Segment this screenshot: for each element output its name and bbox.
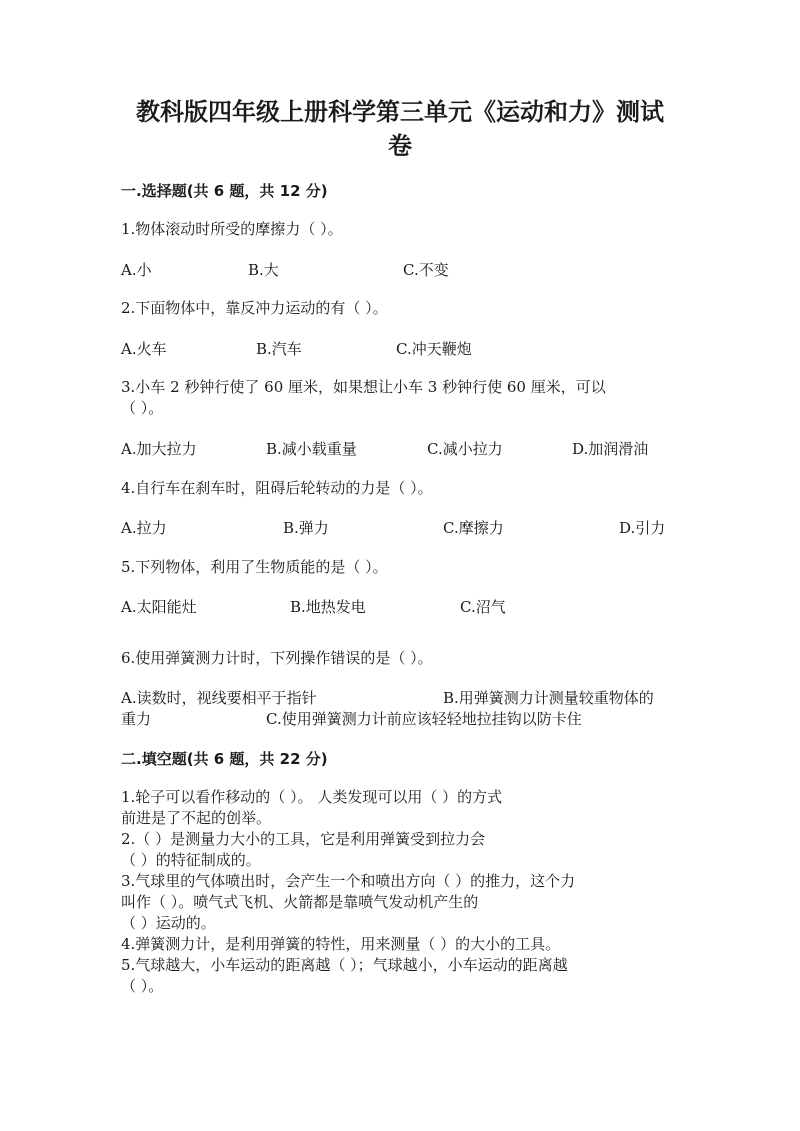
- fill-line: （ ）运动的。: [121, 914, 216, 932]
- document-title-line1: 教科版四年级上册科学第三单元《运动和力》测试: [136, 98, 664, 126]
- fill-line: （ ）的特征制成的。: [121, 851, 261, 869]
- q6-option-b-continued: 重力: [121, 710, 152, 728]
- q2-option-c: C.冲天鞭炮: [396, 340, 472, 358]
- fill-line: （ ）。: [121, 977, 164, 995]
- fill-line: 叫作（ ）。喷气式飞机、火箭都是靠喷气发动机产生的: [121, 893, 479, 911]
- fill-line: 3.气球里的气体喷出时，会产生一个和喷出方向（ ）的推力，这个力: [121, 872, 576, 890]
- q4-option-c: C.摩擦力: [443, 519, 504, 537]
- question-3-line1: 3.小车 2 秒钟行使了 60 厘米，如果想让小车 3 秒钟行使 60 厘米，可以: [121, 378, 606, 396]
- q4-option-b: B.弹力: [283, 519, 329, 537]
- question-1: 1.物体滚动时所受的摩擦力（ ）。: [121, 220, 343, 238]
- question-3-line2: （ ）。: [121, 399, 164, 417]
- q3-option-c: C.减小拉力: [427, 440, 503, 458]
- q1-option-c: C.不变: [403, 261, 449, 279]
- section-heading-fill: 二.填空题(共 6 题，共 22 分): [121, 750, 328, 768]
- q5-option-b: B.地热发电: [290, 598, 366, 616]
- q6-option-a: A.读数时，视线要相平于指针: [121, 689, 317, 707]
- q2-option-a: A.火车: [121, 340, 167, 358]
- question-2: 2.下面物体中，靠反冲力运动的有（ ）。: [121, 299, 388, 317]
- q6-option-c: C.使用弹簧测力计前应该轻轻地拉挂钩以防卡住: [266, 710, 582, 728]
- q4-option-d: D.引力: [619, 519, 666, 537]
- q3-option-d: D.加润滑油: [572, 440, 649, 458]
- fill-line: 1.轮子可以看作移动的（ ）。 人类发现可以用（ ）的方式: [121, 788, 503, 806]
- q3-option-a: A.加大拉力: [121, 440, 197, 458]
- fill-line: 5.气球越大，小车运动的距离越（ ）；气球越小，小车运动的距离越: [121, 956, 568, 974]
- question-4: 4.自行车在刹车时，阻碍后轮转动的力是（ ）。: [121, 479, 433, 497]
- q1-option-a: A.小: [121, 261, 152, 279]
- q2-option-b: B.汽车: [256, 340, 302, 358]
- q5-option-a: A.太阳能灶: [121, 598, 197, 616]
- q4-option-a: A.拉力: [121, 519, 167, 537]
- q3-option-b: B.减小载重量: [266, 440, 357, 458]
- question-6: 6.使用弹簧测力计时，下列操作错误的是（ ）。: [121, 649, 433, 667]
- question-5: 5.下列物体，利用了生物质能的是（ ）。: [121, 558, 388, 576]
- fill-line: 4.弹簧测力计，是利用弹簧的特性，用来测量（ ）的大小的工具。: [121, 935, 561, 953]
- fill-line: 2.（ ）是测量力大小的工具，它是利用弹簧受到拉力会: [121, 830, 486, 848]
- section-heading-choice: 一.选择题(共 6 题，共 12 分): [121, 182, 328, 200]
- q1-option-b: B.大: [248, 261, 279, 279]
- q5-option-c: C.沼气: [460, 598, 506, 616]
- fill-line: 前进是了不起的创举。: [121, 809, 272, 827]
- q6-option-b: B.用弹簧测力计测量较重物体的: [443, 689, 654, 707]
- document-title-line2: 卷: [388, 132, 412, 160]
